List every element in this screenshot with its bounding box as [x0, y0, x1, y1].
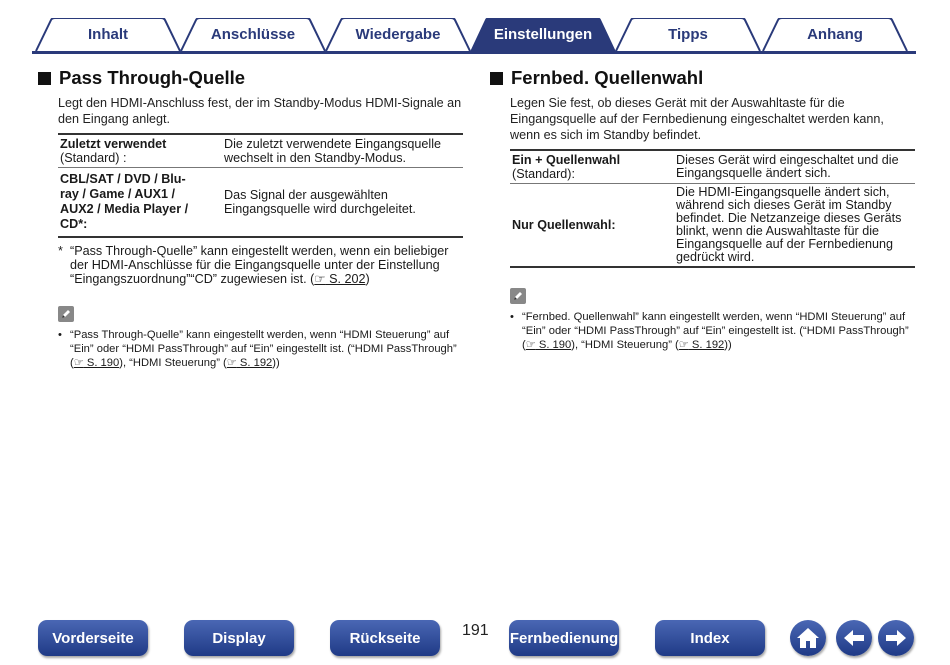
tab-anschluesse[interactable] — [180, 18, 326, 51]
reference-hand-icon: ☞ — [678, 339, 689, 351]
tab-label: Wiedergabe — [355, 26, 441, 43]
section-title-text: Fernbed. Quellenwahl — [511, 67, 704, 88]
square-bullet-icon — [38, 72, 51, 85]
reference-hand-icon: ☞ — [73, 357, 84, 369]
fernbedienung-button[interactable]: Fernbedienung — [509, 620, 619, 656]
option-key-sub: (Standard) : — [60, 151, 127, 165]
option-key — [58, 168, 222, 238]
bullet-icon: • — [510, 311, 514, 323]
page-link-192[interactable] — [679, 339, 724, 351]
footnote-body: “Pass Through-Quelle” kann eingestellt werden, wenn ein beliebiger der HDMI-Anschlüsse für die Eingangsquelle unter der Einstellung “Eingangszuordnung”“CD” zugewiesen ist. ( — [70, 244, 449, 286]
option-value: Dieses Gerät wird eingeschaltet und die Eingangsquelle ändert sich. — [676, 153, 899, 180]
tab-label: Anhang — [807, 26, 863, 43]
section-title — [38, 66, 463, 90]
section-intro: Legt den HDMI-Anschluss fest, der im Standby-Modus HDMI-Signale an den Eingang anlegt. — [58, 96, 462, 126]
section-intro: Legen Sie fest, ob dieses Gerät mit der Auswahltaste für die Eingangsquelle auf der Fernbedienung eingeschaltet werden kann, wenn es sich im Standby befindet. — [510, 96, 884, 142]
page-link-text: S. 190 — [535, 339, 572, 351]
table-row — [510, 150, 915, 184]
section-title-text: Pass Through-Quelle — [59, 67, 246, 88]
arrow-left-icon[interactable] — [836, 620, 872, 656]
arrow-right-icon[interactable] — [878, 620, 914, 656]
vorderseite-button[interactable]: Vorderseite — [38, 620, 148, 656]
tab-bar — [0, 0, 950, 56]
option-value: Das Signal der ausgewählten Eingangsquelle wird durchgeleitet. — [224, 188, 416, 216]
footnote-marker: * — [58, 244, 63, 258]
footnote-end: ) — [365, 272, 370, 286]
option-key-text: Zuletzt verwendet — [60, 137, 167, 151]
section-title — [490, 66, 915, 90]
page-number: 191 — [462, 622, 489, 639]
note-part: )) — [724, 339, 732, 351]
option-value: Die HDMI-Eingangsquelle ändert sich, während sich dieses Gerät im Standby befindet. Die Netzanzeige dieses Geräts blinkt, wenn die Auswahltaste für die Eingangsquelle auf der Fernbedienung gedrückt wird. — [676, 185, 902, 264]
option-key-text: Ein + Quellenwahl — [512, 153, 621, 167]
rueckseite-button[interactable]: Rückseite — [330, 620, 440, 656]
pencil-icon — [58, 306, 74, 322]
option-key — [510, 150, 674, 184]
options-table — [58, 133, 463, 238]
page-link-text: S. 190 — [83, 357, 120, 369]
index-button[interactable]: Index — [655, 620, 765, 656]
pencil-icon — [510, 288, 526, 304]
tab-wiedergabe[interactable] — [325, 18, 471, 51]
page-link-192[interactable] — [227, 357, 272, 369]
option-key-text: CBL/SAT / DVD / Blu-ray / Game / AUX1 / AUX2 / Media Player / CD*: — [60, 172, 189, 231]
note-text — [522, 310, 910, 352]
reference-hand-icon: ☞ — [525, 339, 536, 351]
tab-label: Einstellungen — [493, 26, 593, 43]
option-key — [58, 134, 222, 168]
tab-inhalt[interactable] — [35, 18, 181, 51]
reference-hand-icon: ☞ — [226, 357, 237, 369]
note-item — [58, 328, 458, 370]
note-part: )) — [272, 357, 280, 369]
option-value: Die zuletzt verwendete Eingangsquelle wechselt in den Standby-Modus. — [224, 137, 442, 165]
option-key-sub: (Standard): — [512, 167, 575, 181]
square-bullet-icon — [490, 72, 503, 85]
table-row — [510, 184, 915, 268]
home-icon[interactable] — [790, 620, 826, 656]
options-table — [510, 149, 915, 268]
option-key-text: Nur Quellenwahl: — [512, 218, 616, 232]
note-part: ), “HDMI Steuerung” ( — [119, 357, 227, 369]
tab-label: Anschlüsse — [210, 26, 296, 43]
page-link-190[interactable] — [74, 357, 119, 369]
page-link-text: S. 192 — [236, 357, 273, 369]
note-text — [70, 328, 458, 370]
table-row — [58, 168, 463, 238]
tab-tipps[interactable] — [615, 18, 761, 51]
tab-label: Inhalt — [88, 26, 128, 43]
footnote-text — [70, 244, 463, 286]
note-part: ), “HDMI Steuerung” ( — [571, 339, 679, 351]
option-key — [510, 184, 674, 268]
bullet-icon: • — [58, 329, 62, 341]
table-row — [58, 134, 463, 168]
page-link-202[interactable] — [314, 272, 365, 286]
tab-anhang[interactable] — [762, 18, 908, 51]
tab-label: Tipps — [668, 26, 708, 43]
page-link-text: S. 202 — [325, 272, 366, 286]
display-button[interactable]: Display — [184, 620, 294, 656]
note-part: “Pass Through-Quelle” kann eingestellt werden, wenn “HDMI Steuerung” auf “Ein” oder “HDMI PassThrough” auf “Ein” eingestellt ist. (“HDMI PassThrough” ( — [70, 329, 457, 369]
reference-hand-icon: ☞ — [314, 272, 326, 286]
section-fernbed-quellenwahl — [490, 66, 915, 352]
note-part: “Fernbed. Quellenwahl” kann eingestellt werden, wenn “HDMI Steuerung” auf “Ein” oder “HDMI PassThrough” auf “Ein” eingestellt ist. (“HDMI PassThrough” ( — [522, 311, 909, 351]
footnote — [58, 244, 463, 286]
tab-einstellungen[interactable] — [470, 18, 616, 51]
section-pass-through — [38, 66, 463, 370]
page-link-text: S. 192 — [688, 339, 725, 351]
page-link-190[interactable] — [526, 339, 571, 351]
note-item — [510, 310, 910, 352]
